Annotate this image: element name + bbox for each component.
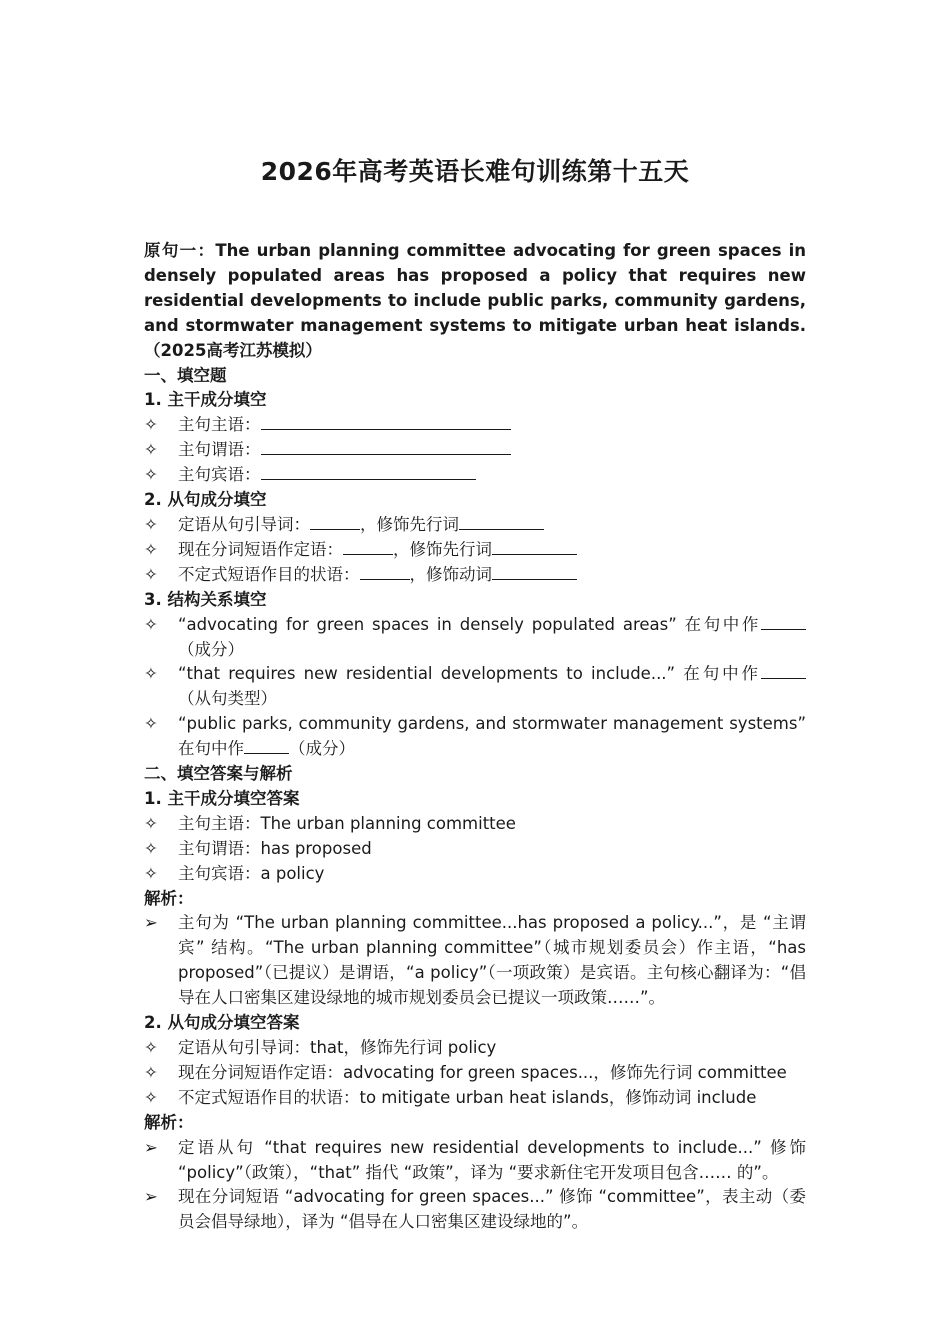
- answer-blank[interactable]: [459, 514, 544, 530]
- analysis-item: ➢ 定语从句 “that requires new residential developments to include...” 修饰 “policy”（政策），“that” 指代 “政策”，译为 “要求新住宅开发项目包含…… 的”。: [144, 1137, 806, 1182]
- answer-blank[interactable]: [761, 663, 806, 679]
- diamond-star-icon: ✧: [144, 838, 158, 858]
- answer-blank[interactable]: [261, 464, 476, 480]
- list-item: ✧ 不定式短语作目的状语：to mitigate urban heat islands，修饰动词 include: [144, 1086, 806, 1111]
- answer1-heading: 1. 主干成分填空答案: [144, 788, 300, 808]
- section2-heading: 二、填空答案与解析: [144, 764, 293, 784]
- diamond-star-icon: ✧: [144, 614, 158, 634]
- list-item: ✧ 主句谓语：has proposed: [144, 837, 806, 862]
- diamond-star-icon: ✧: [144, 539, 158, 559]
- original-text: The urban planning committee advocating for green spaces in densely populated areas has proposed a policy that requires new residential developments to include public parks, community gardens, and stormwater management systems to mitigate urban heat islands.: [144, 241, 807, 335]
- original-sentence: [144, 239, 806, 364]
- diamond-star-icon: ✧: [144, 564, 158, 584]
- list-item: ✧ 主句谓语：: [144, 438, 806, 463]
- answer-blank[interactable]: [244, 738, 289, 754]
- answer-blank[interactable]: [310, 514, 360, 530]
- list-item: ✧ 定语从句引导词： ，修饰先行词: [144, 513, 806, 538]
- diamond-star-icon: ✧: [144, 863, 158, 883]
- list-item: ✧ 主句主语：The urban planning committee: [144, 812, 806, 837]
- part2-heading: 2. 从句成分填空: [144, 490, 267, 510]
- diamond-star-icon: ✧: [144, 1087, 158, 1107]
- diamond-star-icon: ✧: [144, 664, 158, 684]
- analysis-item: ➢ 主句为 “The urban planning committee...has proposed a policy...”，是 “主谓宾” 结构。“The urban planning committee”（城市规划委员会）作主语，“has proposed”（已提议）是谓语，“a policy”（一项政策）是宾语。主句核心翻译为：“倡导在人口密集区建设绿地的城市规划委员会已提议一项政策……”。: [144, 913, 806, 1008]
- list-item: ✧ 不定式短语作目的状语： ，修饰动词: [144, 563, 806, 588]
- part3-heading: 3. 结构关系填空: [144, 589, 267, 609]
- diamond-star-icon: ✧: [144, 514, 158, 534]
- diamond-star-icon: ✧: [144, 415, 158, 435]
- answer-blank[interactable]: [761, 614, 806, 630]
- original-source: （2025高考江苏模拟）: [144, 340, 322, 360]
- list-item: ✧ 主句主语：: [144, 413, 806, 438]
- answer-blank[interactable]: [492, 539, 577, 555]
- diamond-star-icon: ✧: [144, 465, 158, 485]
- diamond-star-icon: ✧: [144, 714, 158, 734]
- answer-blank[interactable]: [261, 439, 511, 455]
- list-item: ✧ “public parks, community gardens, and stormwater management systems” 在句中作 （成分）: [144, 714, 806, 759]
- list-item: ✧ 现在分词短语作定语：advocating for green spaces...，修饰先行词 committee: [144, 1061, 806, 1086]
- list-item: ✧ “advocating for green spaces in densely populated areas” 在句中作（成分）: [144, 613, 806, 663]
- diamond-star-icon: ✧: [144, 1062, 158, 1082]
- list-item: ✧ 定语从句引导词：that，修饰先行词 policy: [144, 1036, 806, 1061]
- list-item: ✧ 主句宾语：a policy: [144, 862, 806, 887]
- original-label: 原句一：: [144, 241, 216, 260]
- answer-blank[interactable]: [261, 414, 511, 430]
- document-body: [144, 239, 806, 1235]
- list-item: ✧ 现在分词短语作定语： ，修饰先行词: [144, 538, 806, 563]
- list-item: ✧ “that requires new residential developments to include...” 在句中作（从句类型）: [144, 662, 806, 712]
- arrow-bullet-icon: ➢: [144, 1187, 158, 1207]
- part1-heading: 1. 主干成分填空: [144, 390, 267, 410]
- diamond-star-icon: ✧: [144, 813, 158, 833]
- answer2-heading: 2. 从句成分填空答案: [144, 1013, 300, 1033]
- page-title: 2026年高考英语长难句训练第十五天: [260, 157, 690, 186]
- arrow-bullet-icon: ➢: [144, 1137, 158, 1157]
- diamond-star-icon: ✧: [144, 1038, 158, 1057]
- list-item: ✧ 主句宾语：: [144, 463, 806, 488]
- analysis-label: 解析：: [144, 888, 194, 908]
- analysis-label: 解析：: [144, 1112, 194, 1132]
- section1-heading: 一、填空题: [144, 365, 227, 385]
- answer-blank[interactable]: [343, 539, 393, 555]
- analysis-item: ➢ 现在分词短语 “advocating for green spaces...” 修饰 “committee”，表主动（委员会倡导绿地），译为 “倡导在人口密集区建设绿地的”。: [144, 1187, 806, 1232]
- answer-blank[interactable]: [492, 564, 577, 580]
- diamond-star-icon: ✧: [144, 440, 158, 460]
- answer-blank[interactable]: [360, 564, 410, 580]
- arrow-bullet-icon: ➢: [144, 913, 158, 933]
